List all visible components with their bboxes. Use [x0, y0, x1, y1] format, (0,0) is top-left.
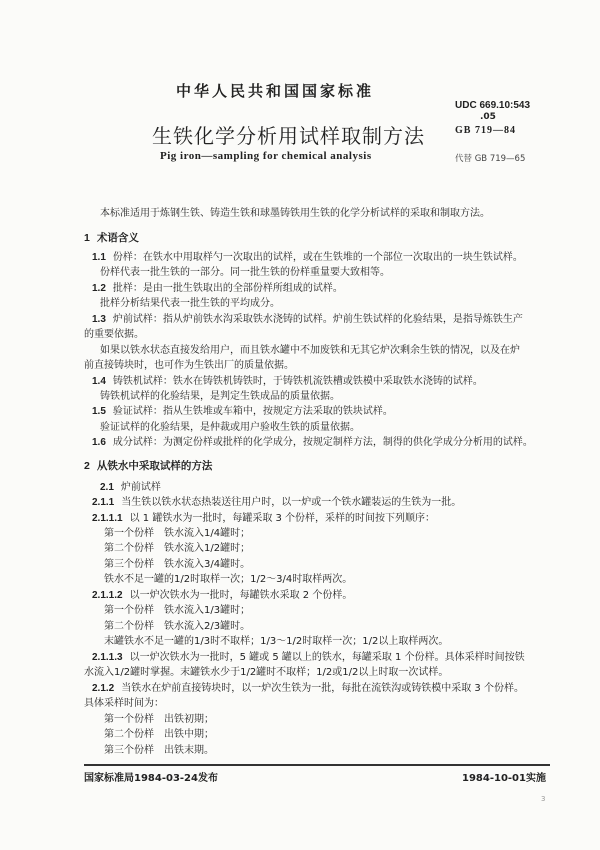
paragraph-text: 第一个份样 出铁初期； [104, 714, 214, 725]
document-title: 生铁化学分析用试样取制方法 [152, 124, 425, 148]
paragraph-text: 以一炉次铁水为一批时，每罐铁水采取 2 个份样。 [129, 590, 353, 601]
paragraph-line [104, 714, 214, 726]
section-number: 1.5 [92, 406, 106, 417]
paragraph-text: 铸铁机试样：铁水在铸铁机铸铁时，于铸铁机流铁槽或铁模中采取铁水浇铸的试样。 [112, 376, 483, 387]
section-number: 2.1.1.3 [92, 652, 123, 663]
section-number: 2.1.1.2 [92, 590, 123, 601]
paragraph-text: 验证试样：指从生铁堆或车箱中，按规定方法采取的铁块试样。 [112, 406, 393, 417]
issue-date: 国家标准局1984-03-24发布 [84, 773, 218, 784]
numbered-paragraph [92, 314, 523, 326]
paragraph-line [104, 621, 250, 633]
paragraph-text: 批样：是由一批生铁取出的全部份样所组成的试样。 [112, 283, 343, 294]
english-title: Pig iron—sampling for chemical analysis [160, 150, 372, 162]
paragraph-text: 的重要依据。 [84, 329, 144, 340]
section-number: 2.1.1.1 [92, 513, 123, 524]
paragraph-line [100, 267, 390, 279]
paragraph-text: 第二个份样 铁水流入2/3罐时。 [104, 621, 251, 632]
paragraph-line [100, 298, 280, 310]
paragraph-text: 本标准适用于炼钢生铁、铸造生铁和球墨铸铁用生铁的化学分析试样的采取和制取方法。 [100, 208, 490, 219]
paragraph-text: 份样：在铁水中用取样勺一次取出的试样，或在生铁堆的一个部位一次取出的一块生铁试样。 [112, 252, 523, 263]
numbered-paragraph [92, 252, 523, 264]
section-number: 1.3 [92, 314, 106, 325]
section-number: 1.1 [92, 252, 106, 263]
section-number: 1 [84, 232, 90, 244]
section-number: 2.1.1 [92, 497, 115, 508]
paragraph-line [104, 559, 250, 571]
country-standard-heading: 中华人民共和国国家标准 [176, 82, 375, 100]
numbered-paragraph [92, 683, 524, 695]
section-number: 2.1 [100, 482, 114, 493]
paragraph-text: 从铁水中采取试样的方法 [96, 460, 213, 472]
section-number: 2 [84, 460, 90, 472]
numbered-paragraph [92, 513, 435, 525]
numbered-paragraph [100, 482, 161, 494]
paragraph-text: 如果以铁水状态直接发给用户，而且铁水罐中不加废铁和无其它炉次剩余生铁的情况，以及在炉 [100, 345, 520, 356]
paragraph-line [100, 391, 340, 403]
paragraph-line [104, 574, 352, 586]
paragraph-line [84, 667, 448, 679]
paragraph-line [104, 605, 250, 617]
paragraph-line [84, 698, 164, 710]
paragraph-text: 以 1 罐铁水为一批时，每罐采取 3 个份样，采样的时间按下列顺序： [129, 513, 436, 524]
section-number: 1.2 [92, 283, 106, 294]
numbered-paragraph [92, 283, 343, 295]
numbered-paragraph [92, 437, 533, 449]
paragraph-text: 当生铁以铁水状态热装送往用户时，以一炉或一个铁水罐装运的生铁为一批。 [121, 497, 462, 508]
paragraph-text: 术语含义 [96, 232, 139, 244]
numbered-paragraph [92, 652, 525, 664]
paragraph-text: 具体采样时间为： [84, 698, 164, 709]
paragraph-text: 成分试样：为测定份样或批样的化学成分，按规定制样方法，制得的供化学成分分析用的试样。 [112, 437, 533, 448]
paragraph-text: 第三个份样 出铁末期。 [104, 745, 214, 756]
paragraph-text: 验证试样的化验结果，是仲裁或用户验收生铁的质量依据。 [100, 422, 360, 433]
paragraph-text: 以一炉次铁水为一批时，5 罐或 5 罐以上的铁水，每罐采取 1 个份样。具体采样时间按铁 [129, 652, 525, 663]
numbered-paragraph [84, 460, 212, 472]
paragraph-text: 第三个份样 铁水流入3/4罐时。 [104, 559, 251, 570]
paragraph-line [104, 636, 448, 648]
paragraph-text: 批样分析结果代表一批生铁的平均成分。 [100, 298, 280, 309]
effective-date: 1984-10-01实施 [462, 773, 546, 784]
section-number: 1.4 [92, 376, 106, 387]
paragraph-text: 第一个份样 铁水流入1/3罐时； [104, 605, 251, 616]
paragraph-line [100, 345, 520, 357]
paragraph-text: 第一个份样 铁水流入1/4罐时； [104, 528, 251, 539]
paragraph-text: 铸铁机试样的化验结果，是判定生铁成品的质量依据。 [100, 391, 340, 402]
standard-code: GB 719—84 [455, 125, 516, 136]
numbered-paragraph [92, 376, 483, 388]
section-number: 1.6 [92, 437, 106, 448]
paragraph-text: 铁水不足一罐的1/2时取样一次；1/2～3/4时取样两次。 [104, 574, 353, 585]
paragraph-line [100, 208, 490, 220]
paragraph-text: 前直接铸块时，也可作为生铁出厂的质量依据。 [84, 360, 294, 371]
paragraph-line [104, 729, 214, 741]
paragraph-line [84, 329, 144, 341]
udc-code-suffix: .05 [480, 112, 496, 122]
numbered-paragraph [92, 590, 352, 602]
numbered-paragraph [92, 497, 461, 509]
footer-divider [84, 764, 550, 766]
numbered-paragraph [84, 232, 139, 244]
section-number: 2.1.2 [92, 683, 115, 694]
udc-code: UDC 669.10:543 [455, 100, 531, 111]
paragraph-text: 份样代表一批生铁的一部分。同一批生铁的份样重量要大致相等。 [100, 267, 390, 278]
paragraph-text: 当铁水在炉前直接铸块时，以一炉次生铁为一批，每批在流铁沟或铸铁模中采取 3 个份样。 [121, 683, 524, 694]
replaces-note: 代替 GB 719—65 [455, 154, 526, 164]
paragraph-text: 炉前试样：指从炉前铁水沟采取铁水浇铸的试样。炉前生铁试样的化验结果，是指导炼铁生产 [112, 314, 523, 325]
paragraph-line [104, 745, 214, 757]
paragraph-text: 末罐铁水不足一罐的1/3时不取样；1/3～1/2时取样一次；1/2以上取样两次。 [104, 636, 449, 647]
paragraph-line [84, 360, 294, 372]
paragraph-text: 水流入1/2罐时掌握。末罐铁水少于1/2罐时不取样；1/2或1/2以上时取一次试样。 [84, 667, 449, 678]
numbered-paragraph [92, 406, 393, 418]
page-number: 3 [541, 795, 546, 803]
paragraph-line [104, 528, 250, 540]
paragraph-text: 炉前试样 [120, 482, 161, 493]
paragraph-text: 第二个份样 铁水流入1/2罐时； [104, 543, 251, 554]
paragraph-line [104, 543, 250, 555]
paragraph-line [100, 422, 360, 434]
paragraph-text: 第二个份样 出铁中期； [104, 729, 214, 740]
